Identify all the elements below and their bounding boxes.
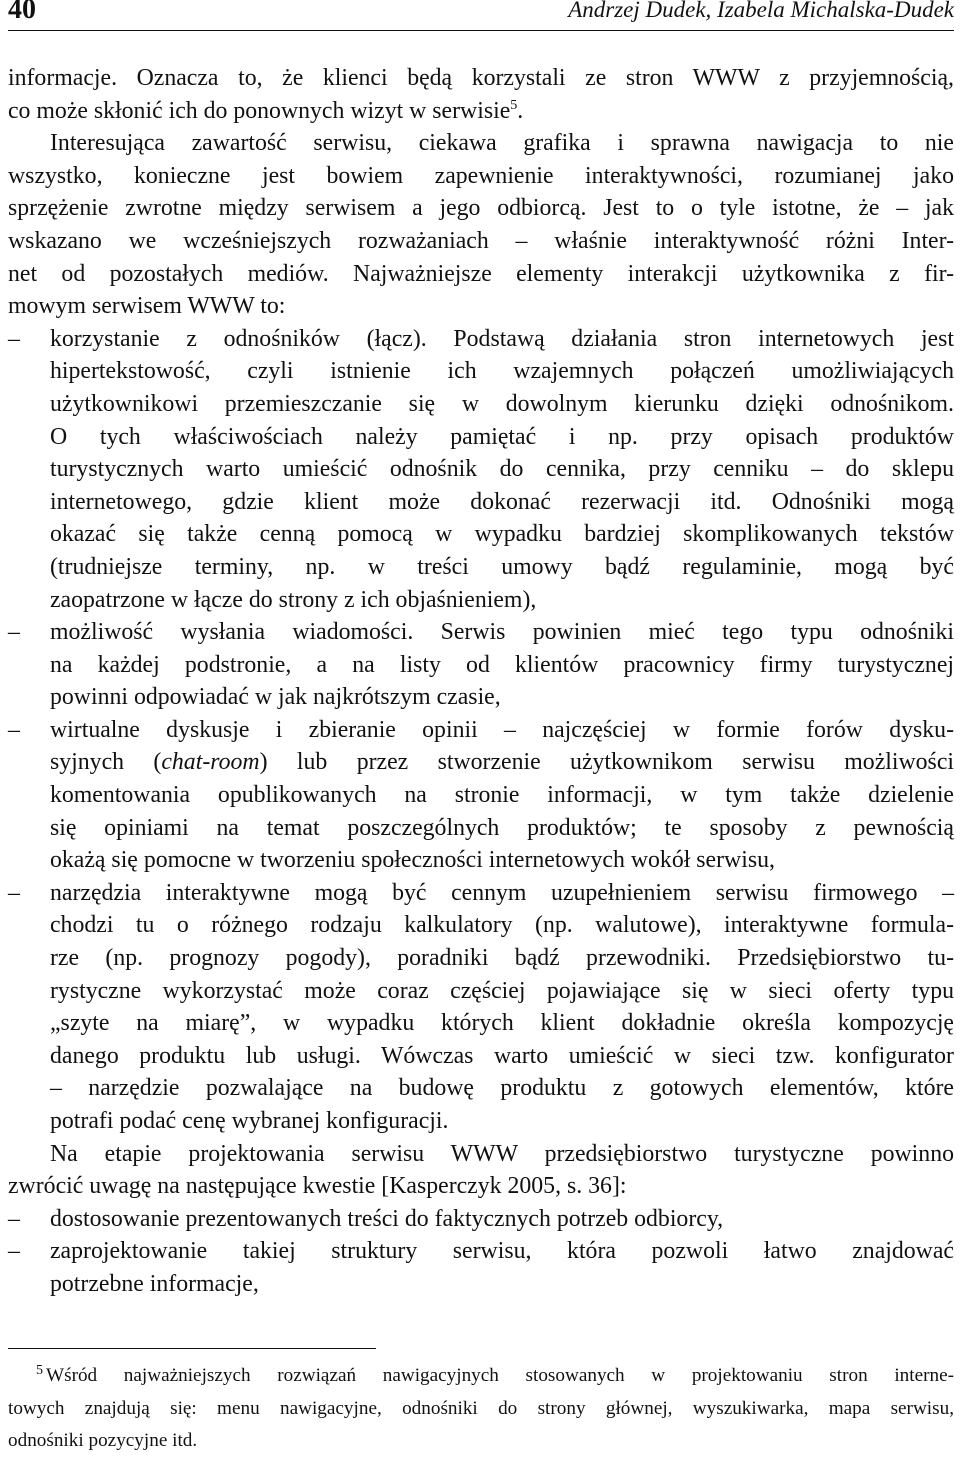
text-segment: . <box>517 97 524 124</box>
list-dash: – <box>8 1238 20 1265</box>
list-item-line <box>8 1235 954 1268</box>
text-line: net od pozostałych mediów. Najważniejsze elementy interakcji użytkownika z fir- <box>8 260 954 287</box>
list-item-line: hipertekstowość, czyli istnienie ich wzajemnych połączeń umożliwiających <box>50 358 954 385</box>
list-item-line: okazać się także cenną pomocą w wypadku bardziej skomplikowanych tekstów <box>50 521 954 548</box>
list-item-line: danego produktu lub usługi. Wówczas warto umieścić w sieci tzw. konfigurator <box>50 1042 954 1069</box>
footnote-rule <box>8 1348 376 1349</box>
footnote-line <box>8 1361 954 1394</box>
text-line: wszystko, konieczne jest bowiem zapewnienie interaktywności, rozumianej jako <box>8 162 954 189</box>
list-item-line <box>8 616 954 649</box>
text-line: Interesująca zawartość serwisu, ciekawa grafika i sprawna nawigacja to nie <box>50 130 954 157</box>
list-item-line: „szyte na miarę”, w wypadku których klient dokładnie określa kompozycję <box>50 1010 954 1037</box>
main-text <box>8 62 954 1301</box>
text-segment: narzędzia interaktywne mogą być cennym uzupełnieniem serwisu firmowego – <box>50 879 954 906</box>
list-item-line: rze (np. prognozy pogody), poradniki bądź przewodniki. Przedsiębiorstwo tu- <box>50 945 954 972</box>
page-number: 40 <box>8 0 36 25</box>
list-dash: – <box>8 325 20 352</box>
italic-term: chat-room <box>161 749 260 776</box>
list-dash: – <box>8 879 20 906</box>
text-segment: co może skłonić ich do ponownych wizyt w serwisie <box>8 97 511 124</box>
list-dash: – <box>8 619 20 646</box>
list-item-line <box>8 1203 954 1236</box>
list-item-line <box>8 323 954 356</box>
text-line: mowym serwisem WWW to: <box>8 293 286 320</box>
list-item-line: użytkownikowi przemieszczanie się w dowolnym kierunku dzięki odnośnikom. <box>50 390 954 417</box>
text-segment: syjnych ( <box>50 749 162 776</box>
footnote-number: 5 <box>36 1363 43 1378</box>
running-head-authors: Andrzej Dudek, Izabela Michalska-Dudek <box>568 0 954 22</box>
text-segment: zaprojektowanie takiej struktury serwisu, która pozwoli łatwo znajdować <box>50 1238 954 1265</box>
list-item-line: potrzebne informacje, <box>50 1270 259 1297</box>
list-item-line: internetowego, gdzie klient może dokonać rezerwacji itd. Odnośniki mogą <box>50 488 954 515</box>
footnote-line: towych znajdują się: menu nawigacyjne, odnośniki do strony głównej, wyszukiwarka, mapa serwisu, <box>8 1397 954 1419</box>
list-item-line: okażą się pomocne w tworzeniu społeczności internetowych wokół serwisu, <box>50 847 775 874</box>
list-item-line: potrafi podać cenę wybranej konfiguracji. <box>50 1108 449 1134</box>
text-segment: wirtualne dyskusje i zbieranie opinii – najczęściej w formie forów dysku- <box>50 716 954 743</box>
text-line: informacje. Oznacza to, że klienci będą korzystali ze stron WWW z przyjemnością, <box>8 65 954 91</box>
text-segment: Wśród najważniejszych rozwiązań nawigacyjnych stosowanych w projektowaniu stron interne- <box>46 1365 954 1386</box>
footnote <box>8 1361 954 1459</box>
list-item-line: komentowania opublikowanych na stronie informacji, w tym także dzielenie <box>50 782 954 809</box>
text-segment: możliwość wysłania wiadomości. Serwis powinien mieć tego typu odnośniki <box>50 619 954 646</box>
footnote-ref: 5 <box>510 97 518 113</box>
list-dash: – <box>8 1205 20 1232</box>
list-item-line: się opiniami na temat poszczególnych produktów; te sposoby z pewnością <box>50 814 954 841</box>
footnote-line: odnośniki pozycyjne itd. <box>8 1430 198 1452</box>
text-line <box>8 95 954 128</box>
list-item-line: na każdej podstronie, a na listy od klientów pracownicy firmy turystycznej <box>50 651 954 678</box>
list-item-line <box>8 714 954 747</box>
list-item-line: powinni odpowiadać w jak najkrótszym czasie, <box>50 684 501 711</box>
list-item-line: zaopatrzone w łącze do strony z ich objaśnieniem), <box>50 586 537 613</box>
text-line: wskazano we wcześniejszych rozważaniach – właśnie interaktywność różni Inter- <box>8 227 954 254</box>
list-item-line <box>8 877 954 910</box>
list-item-line: O tych właściwościach należy pamiętać i np. przy opisach produktów <box>50 423 954 450</box>
list-item-line: rystyczne wykorzystać może coraz częściej pojawiające się w sieci oferty typu <box>50 977 954 1004</box>
list-item-line: – narzędzie pozwalające na budowę produktu z gotowych elementów, które <box>50 1075 954 1102</box>
text-line: sprzężenie zwrotne między serwisem a jego odbiorcą. Jest to o tyle istotne, że – jak <box>8 195 954 222</box>
list-item-line: chodzi tu o różnego rodzaju kalkulatory (np. walutowe), interaktywne formula- <box>50 912 954 939</box>
running-header <box>8 0 954 31</box>
list-item-line: (trudniejsze terminy, np. w treści umowy bądź regulaminie, mogą być <box>50 553 954 580</box>
text-line: Na etapie projektowania serwisu WWW przedsiębiorstwo turystyczne powinno <box>50 1140 954 1167</box>
text-segment: dostosowanie prezentowanych treści do faktycznych potrzeb odbiorcy, <box>50 1205 724 1232</box>
list-item-line <box>8 746 954 779</box>
text-segment: korzystanie z odnośników (łącz). Podstawą działania stron internetowych jest <box>50 325 954 352</box>
list-dash: – <box>8 716 20 743</box>
text-line: zwrócić uwagę na następujące kwestie [Kasperczyk 2005, s. 36]: <box>8 1173 627 1200</box>
list-item-line: turystycznych warto umieścić odnośnik do cennika, przy cenniku – do sklepu <box>50 456 954 483</box>
text-segment: ) lub przez stworzenie użytkownikom serwisu możliwości <box>259 749 954 776</box>
